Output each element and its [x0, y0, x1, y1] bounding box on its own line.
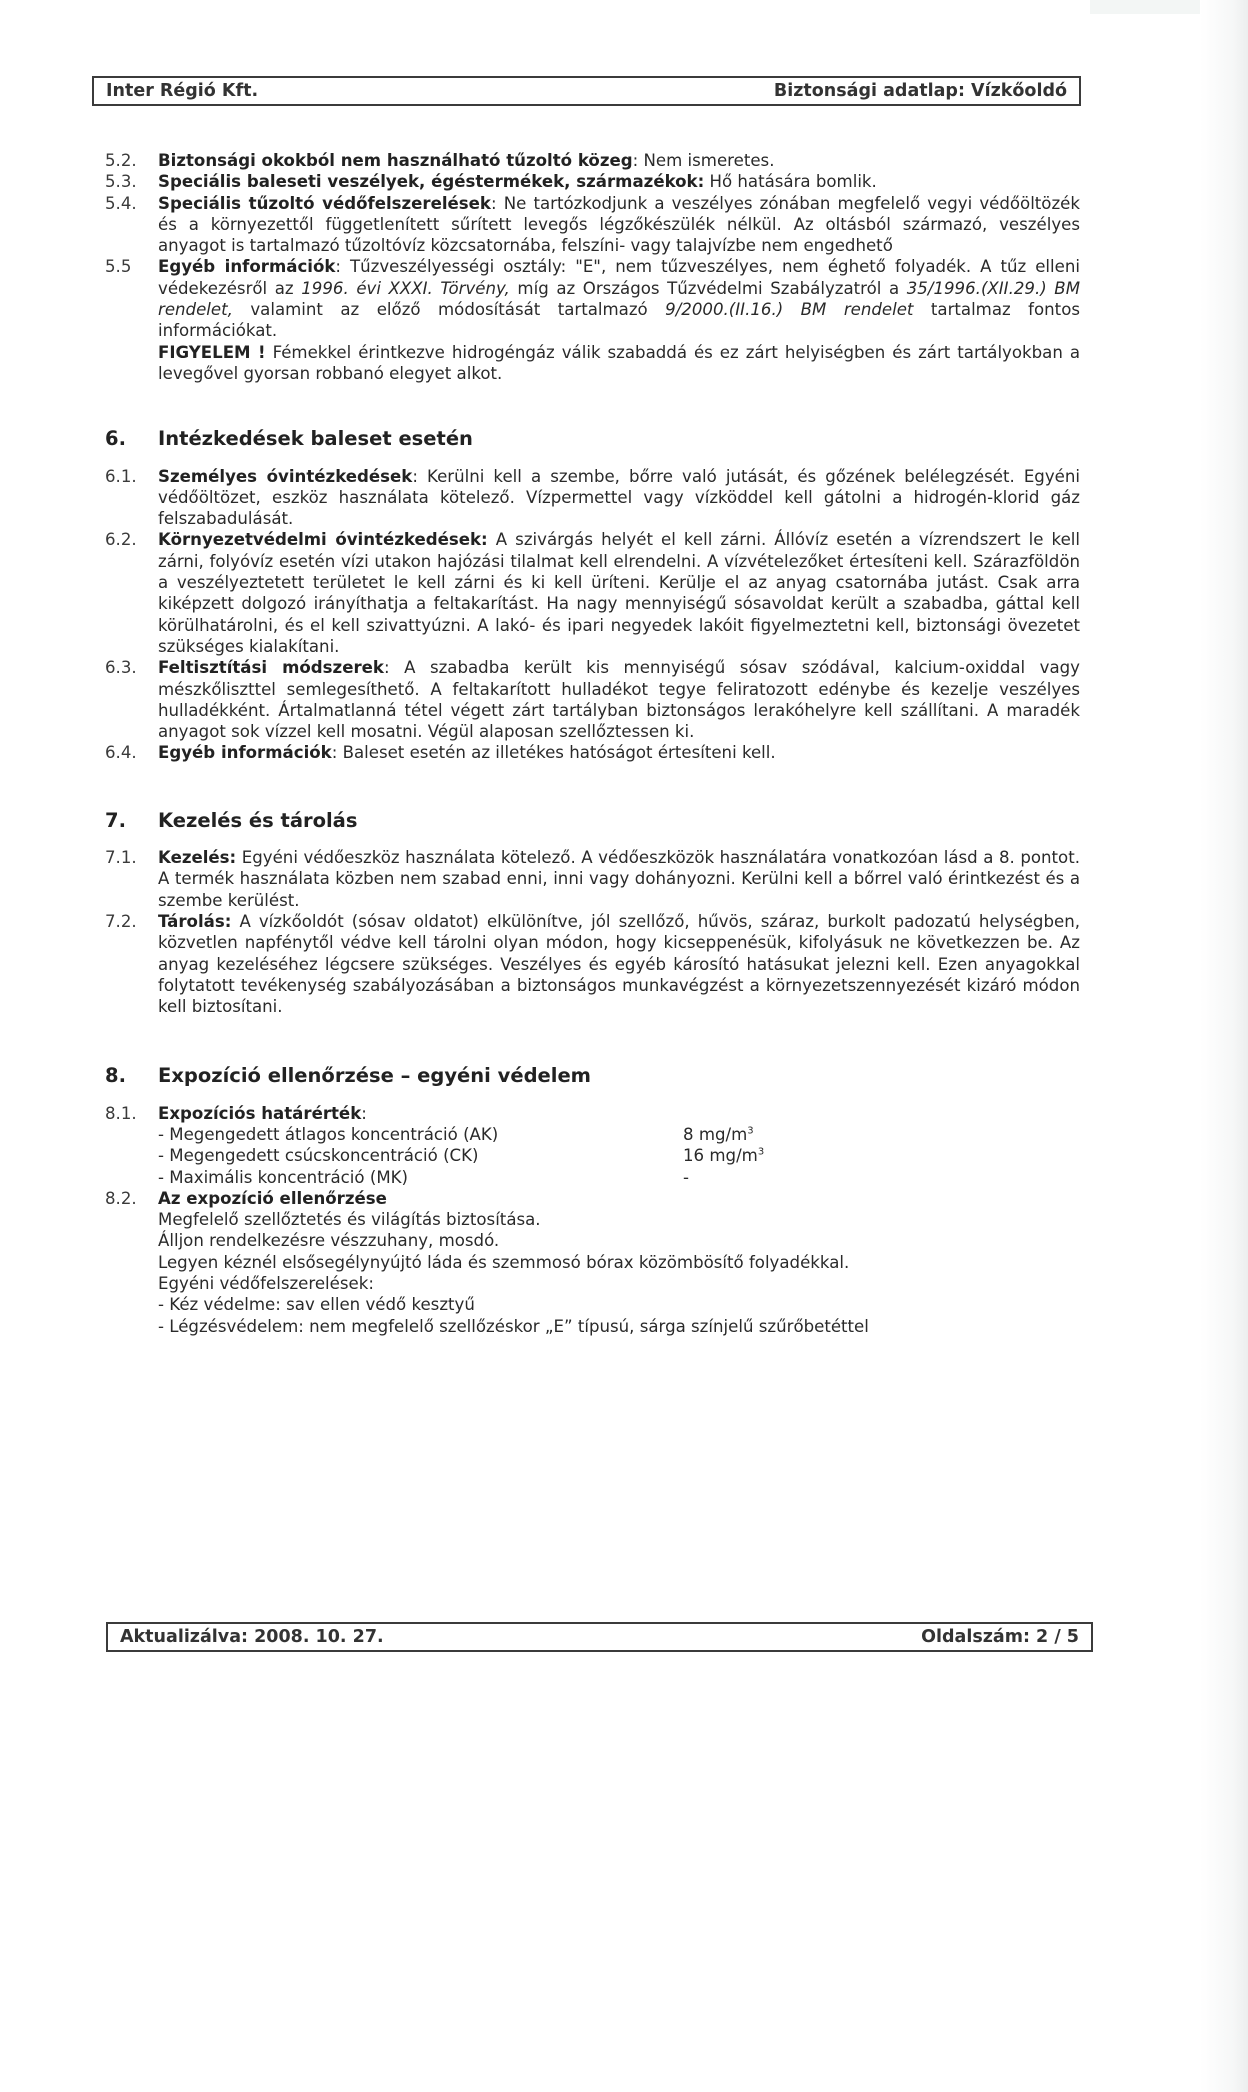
document-title: Biztonsági adatlap: Vízkőoldó: [773, 81, 1067, 101]
exposure-value: 16 $mg/m^3$: [683, 1146, 765, 1166]
item-6-2: 6.2. Környezetvédelmi óvintézkedések: A szivárgás helyét el kell zárni. Állóvíz esetén a vízrendszert le kell zárni, folyóvíz esetén vízi utakon hajózási tilalmat kell elrendelni. A vízvételezőket értesíteni kell. Szárazföldön a veszélyeztetett területet le kell zárni és ki kell üríteni. Kerülje el az anyag csatornába jutást. Csak arra kiképzett dolgozó irányíthatja a feltakarítást. Ha nagy mennyiségű sósavoldat került a szabadba, gáttal kell körülhatárolni, és el kell szivattyúzni. A lakó- és ipari negyedek lakóit figyelmeztetni kell, biztonsági övezetet szükséges kialakítani.: [105, 530, 1081, 656]
exposure-row-ck: - Megengedett csúcskoncentráció (CK) 16 $mg/m^3$: [158, 1146, 765, 1166]
page-header: [92, 76, 1081, 106]
item-5-5: 5.5 Egyéb információk: Tűzveszélyességi osztály: "E", nem tűzveszélyes, nem éghető folyadék. A tűz elleni védekezésről az 1996. évi XXXI. Törvény, míg az Országos Tűzvédelmi Szabályzatról a 35/1996.(XII.29.) BM rendelet, valamint az előző módosítását tartalmazó 9/2000.(II.16.) BM rendelet tartalmaz fontos információkat. FIGYELEM ! Fémekkel érintkezve hidrogéngáz válik szabaddá és ez zárt helyiségben és zárt tartályokban a levegővel gyorsan robbanó elegyet alkot.: [105, 257, 1081, 383]
item-5-4: 5.4. Speciális tűzoltó védőfelszerelések: Ne tartózkodjunk a veszélyes zónában megfelelő vegyi védőöltözék és a környezettől függetlenített sűrített levegős légzőkészülék nélkül. Az oltásból származó, veszélyes anyagot is tartalmazó tűzoltóvíz közcsatornába, felszíni- vagy talajvízbe nem engedhető: [105, 193, 1080, 256]
exposure-row-ak: - Megengedett átlagos koncentráció (AK) 8 $mg/m^3$: [158, 1124, 754, 1144]
item-6-1: 6.1. Személyes óvintézkedések: Kerülni kell a szembe, bőrre való jutását, és gőzének belélegzését. Egyéni védőöltözet, eszköz használata kötelező. Vízpermettel vagy vízköddel kell gátolni a hidrogén-klorid gáz felszabadulását.: [105, 466, 1080, 529]
item-8-1: 8.1. Expozíciós határérték: - Megengedett átlagos koncentráció (AK) 8 $mg/m^3$ - Megengedett csúcskoncentráció (CK) 16 $mg/m^3$ - Maximális koncentráció (MK) -: [105, 1103, 1080, 1188]
item-6-3: 6.3. Feltisztítási módszerek: A szabadba került kis mennyiségű sósav szódával, kalcium-oxiddal vagy mészkőliszttel semlegesíthető. A feltakarított hulladékot tegye feliratozott edénybe és kezelje veszélyes hulladékként. Ártalmatlanná tétel végett zárt tartályban biztonságos lerakóhelyre kell szállítani. A maradék anyagot sok vízzel kell mosatni. Végül alaposan szellőztessen ki.: [105, 658, 1080, 742]
warning-label: FIGYELEM !: [158, 342, 266, 362]
section-7-heading: 7. Kezelés és tárolás: [105, 808, 358, 832]
item-5-3: 5.3. Speciális baleseti veszélyek, égéstermékek, származékok: Hő hatására bomlik.: [105, 172, 877, 192]
item-8-2: 8.2. Az expozíció ellenőrzése Megfelelő szellőztetés és világítás biztosítása. Álljon rendelkezésre vészzuhany, mosdó. Legyen kéznél elsősegélynyújtó láda és szemmosó bórax közömbösítő folyadékkal. Egyéni védőfelszerelések: - Kéz védelme: sav ellen védő kesztyű - Légzésvédelem: nem megfelelő szellőzéskor „E” típusú, sárga színjelű szűrőbetéttel: [105, 1188, 869, 1336]
item-5-2: 5.2. Biztonsági okokból nem használható tűzoltó közeg: Nem ismeretes.: [105, 151, 775, 170]
item-7-2: 7.2. Tárolás: A vízkőoldót (sósav oldatot) elkülönítve, jól szellőző, hűvös, száraz, burkolt padozatú helységben, közvetlen napfénytől védve kell tárolni olyan módon, hogy kicseppenésük, kifolyásuk ne következzen be. Az anyag kezeléséhez légcsere szükséges. Veszélyes és egyéb károsító hatásukat jelezni kell. Ezen anyagokkal folytatott tevékenység szabályozásában a biztonságos munkavégzést a környezetszennyezését kizáró módon kell biztosítani.: [105, 911, 1080, 1017]
section-6-heading: 6. Intézkedések baleset esetén: [105, 427, 473, 451]
company-name: Inter Régió Kft.: [106, 81, 259, 101]
exposure-value: 8 $mg/m^3$: [683, 1124, 754, 1144]
scan-edge: [1200, 0, 1248, 2092]
item-7-1: 7.1. Kezelés: Egyéni védőeszköz használata kötelező. A védőeszközök használatára vonatkozóan lásd a 8. pontot. A termék használata közben nem szabad enni, inni vagy dohányozni. Kerülni kell a bőrrel való érintkezést és a szembe kerülést.: [105, 848, 1080, 910]
item-6-4: 6.4. Egyéb információk: Baleset esetén az illetékes hatóságot értesíteni kell.: [105, 743, 776, 763]
exposure-row-mk: - Maximális koncentráció (MK) -: [158, 1167, 689, 1187]
exposure-value: -: [683, 1167, 689, 1187]
section-8-heading: 8. Expozíció ellenőrzése – egyéni védelem: [105, 1064, 591, 1088]
document-body: [105, 150, 1080, 1337]
page-number: Oldalszám: 2 / 5: [921, 1627, 1079, 1647]
updated-date: Aktualizálva: 2008. 10. 27.: [120, 1627, 384, 1647]
page-footer: [106, 1622, 1093, 1652]
